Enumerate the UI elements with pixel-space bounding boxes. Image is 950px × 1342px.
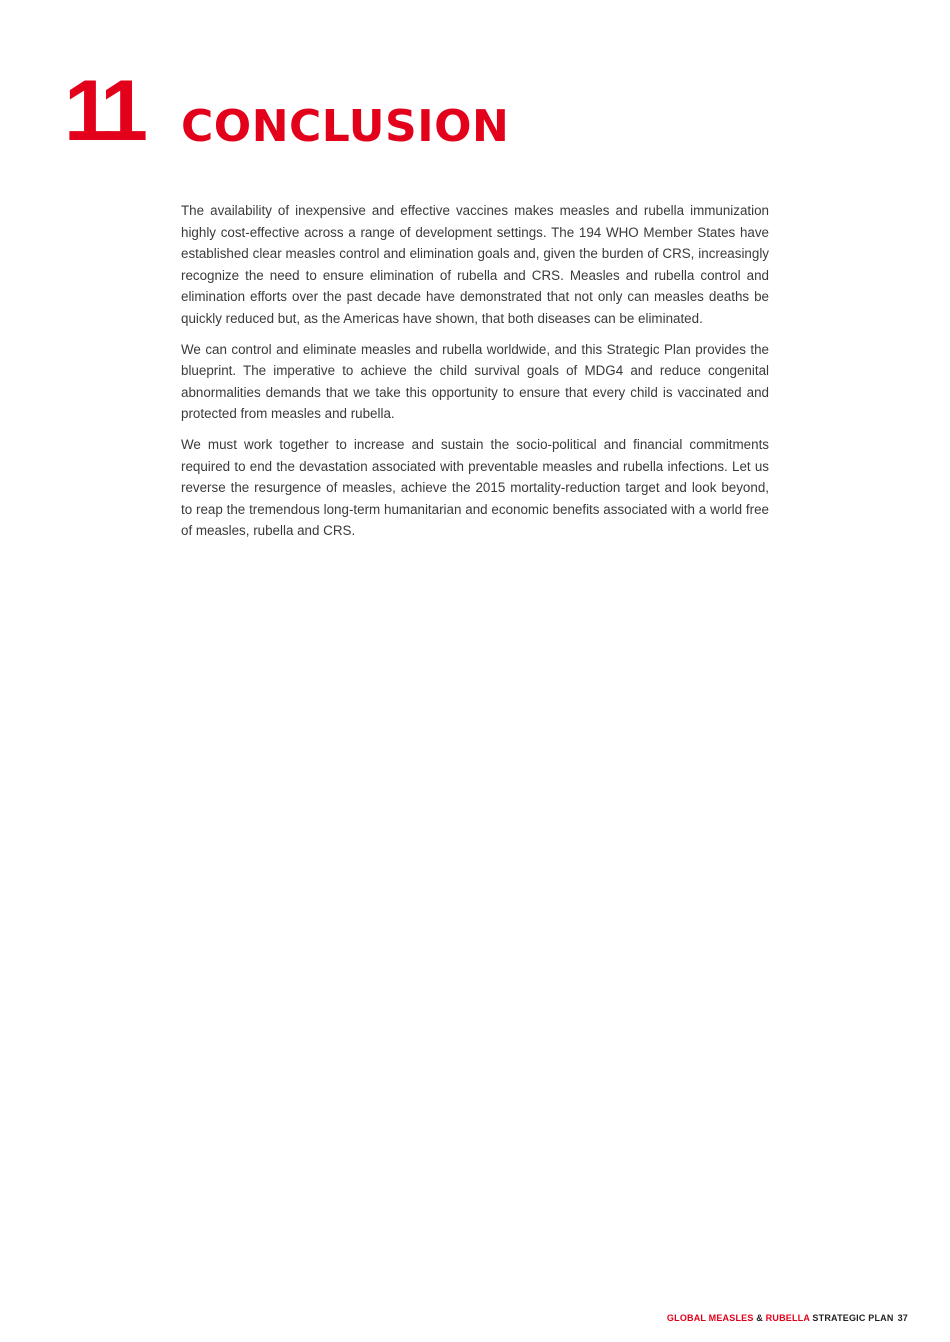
page-number: 37 <box>897 1313 908 1323</box>
footer-global-measles: GLOBAL MEASLES <box>666 1313 754 1323</box>
chapter-title: CONCLUSION <box>181 101 510 152</box>
paragraph-1: The availability of inexpensive and effective vaccines makes measles and rubella immunization highly cost-effective across a range of development settings. The 194 WHO Member States have established clear measles control and elimination goals and, given the burden of CRS, increasingly recognize the need to ensure elimination of rubella and CRS. Measles and rubella control and elimination efforts over the past decade have demonstrated that not only can measles deaths be quickly reduced but, as the Americas have shown, that both diseases can be eliminated. <box>181 203 769 326</box>
paragraph-2: We can control and eliminate measles and rubella worldwide, and this Strategic Plan provides the blueprint. The imperative to achieve the child survival goals of MDG4 and reduce congenital abnormalities demands that we take this opportunity to ensure that every child is vaccinated and protected from measles and rubella. <box>181 341 769 422</box>
chapter-number: 11 <box>64 63 141 159</box>
page-footer <box>667 1313 908 1323</box>
body-text <box>181 200 769 551</box>
footer-strategic-plan: STRATEGIC PLAN <box>809 1313 894 1323</box>
footer-ampersand: & <box>753 1313 766 1323</box>
paragraph-3: We must work together to increase and sustain the socio-political and financial commitments required to end the devastation associated with preventable measles and rubella infections. Let us reverse the resurgence of measles, achieve the 2015 mortality-reduction target and look beyond, to reap the tremendous long-term humanitarian and economic benefits associated with a world free of measles, rubella and CRS. <box>181 436 769 539</box>
footer-rubella: RUBELLA <box>765 1313 810 1323</box>
